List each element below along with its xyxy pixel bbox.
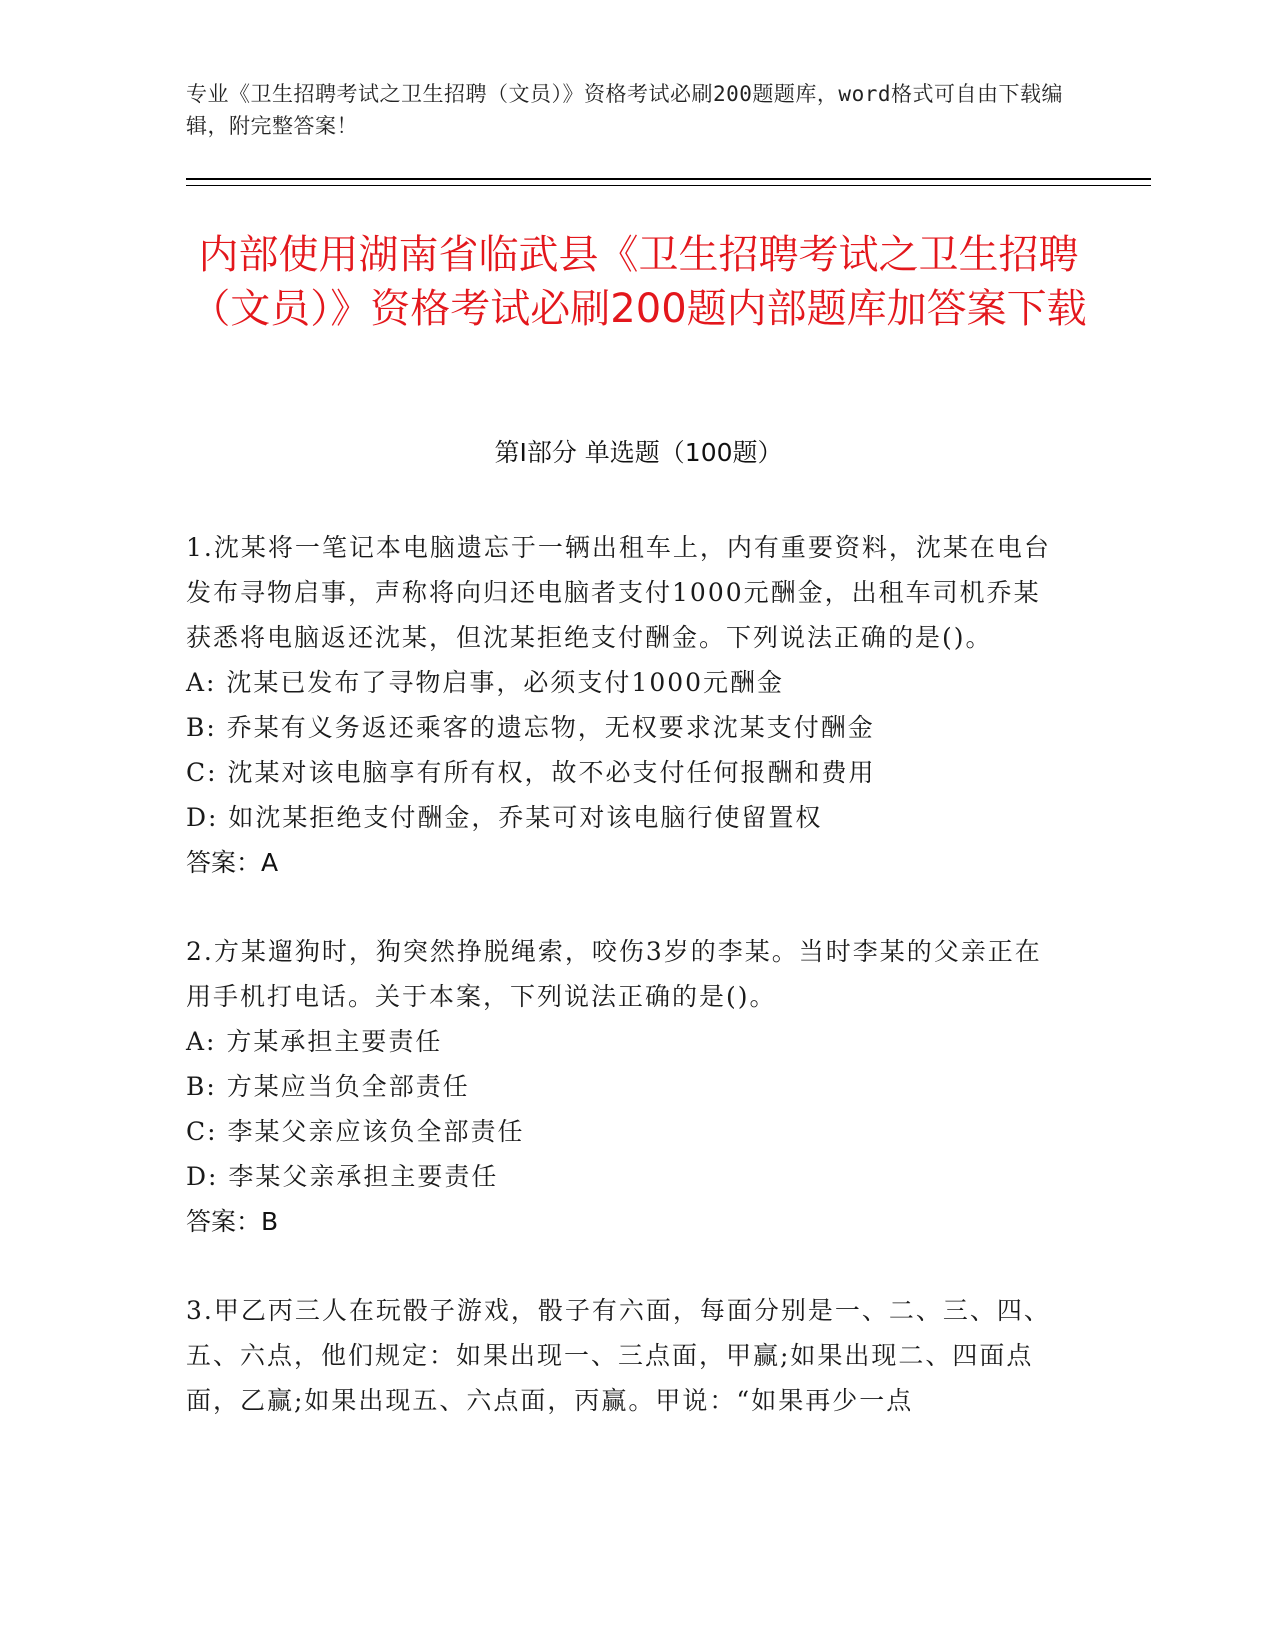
answer: 答案：B — [186, 1207, 279, 1236]
option-a: A: 沈某已发布了寻物启事，必须支付1000元酬金 — [186, 668, 785, 697]
option-a: A: 方某承担主要责任 — [186, 1027, 443, 1056]
question-1 — [186, 525, 1066, 885]
option-b: B: 方某应当负全部责任 — [186, 1072, 470, 1101]
option-b: B: 乔某有义务返还乘客的遗忘物，无权要求沈某支付酬金 — [186, 713, 875, 742]
question-3 — [186, 1288, 1066, 1423]
header-divider-thick — [186, 178, 1151, 180]
header-divider-thin — [186, 185, 1151, 186]
question-list — [186, 525, 1066, 1467]
option-c: C: 沈某对该电脑享有所有权，故不必支付任何报酬和费用 — [186, 758, 876, 787]
question-stem: 2.方某遛狗时，狗突然挣脱绳索，咬伤3岁的李某。当时李某的父亲正在用手机打电话。关于本案，下列说法正确的是()。 — [186, 937, 1042, 1011]
header-note: 专业《卫生招聘考试之卫生招聘（文员）》资格考试必刷200题题库，word格式可自由下载编辑，附完整答案！ — [186, 82, 1063, 138]
answer: 答案：A — [186, 848, 279, 877]
option-d: D: 李某父亲承担主要责任 — [186, 1162, 499, 1191]
option-c: C: 李某父亲应该负全部责任 — [186, 1117, 525, 1146]
question-2 — [186, 929, 1066, 1244]
section-title: 第Ⅰ部分 单选题（100题） — [494, 438, 783, 467]
option-d: D: 如沈某拒绝支付酬金，乔某可对该电脑行使留置权 — [186, 803, 823, 832]
question-stem: 1.沈某将一笔记本电脑遗忘于一辆出租车上，内有重要资料，沈某在电台发布寻物启事，声称将向归还电脑者支付1000元酬金，出租车司机乔某获悉将电脑返还沈某，但沈某拒绝支付酬金。下列说法正确的是()。 — [186, 533, 1051, 652]
document-title: 内部使用湖南省临武县《卫生招聘考试之卫生招聘（文员）》资格考试必刷200题内部题库加答案下载 — [190, 232, 1087, 332]
question-stem: 3.甲乙丙三人在玩骰子游戏，骰子有六面，每面分别是一、二、三、四、五、六点，他们规定：如果出现一、三点面，甲赢;如果出现二、四面点面，乙赢;如果出现五、六点面，丙赢。甲说：“如果再少一点 — [186, 1296, 1051, 1415]
